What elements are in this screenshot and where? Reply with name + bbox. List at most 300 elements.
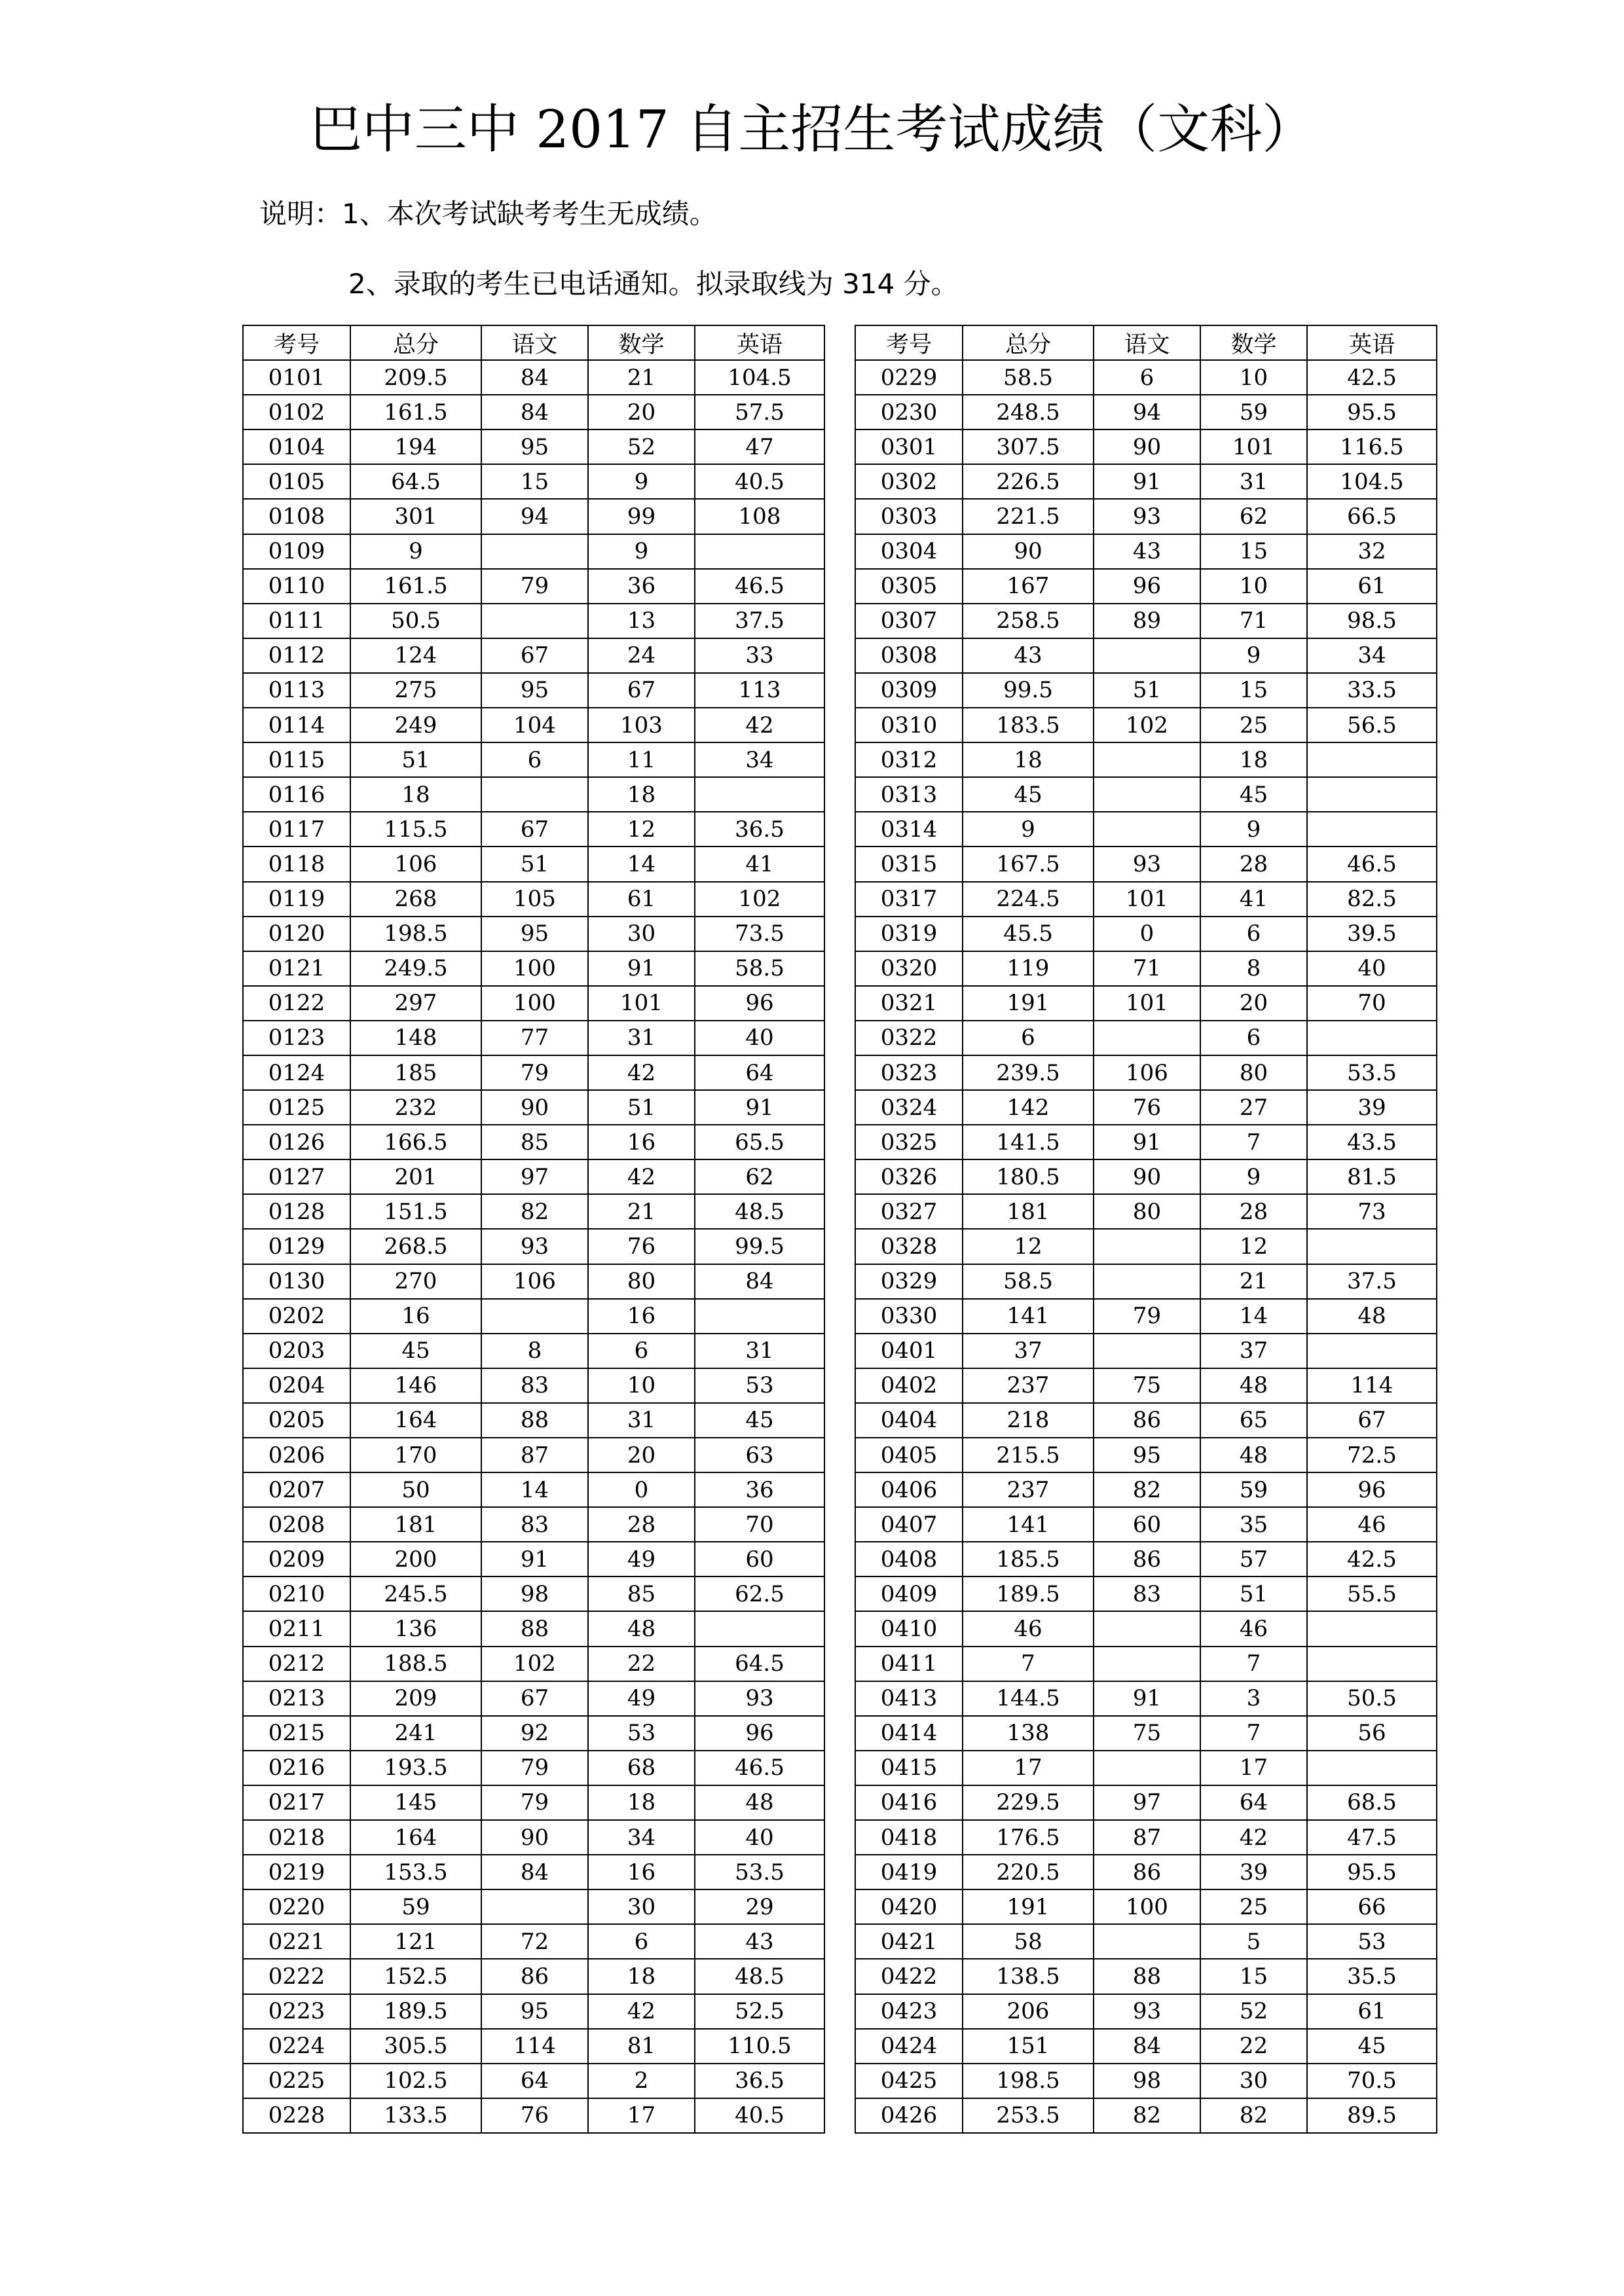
english-score-cell: 48 (1307, 1299, 1437, 1334)
exam-id-cell: 0409 (855, 1576, 963, 1611)
exam-id-cell: 0222 (243, 1959, 350, 1994)
table-row (855, 986, 1437, 1021)
total-score-cell: 220.5 (963, 1855, 1094, 1889)
chinese-score-cell: 101 (1094, 882, 1200, 917)
total-score-cell: 64.5 (350, 464, 481, 499)
chinese-score-cell: 105 (481, 882, 588, 917)
table-row (243, 2064, 824, 2098)
chinese-score-cell: 77 (481, 1021, 588, 1055)
english-score-cell: 45 (1307, 2029, 1437, 2064)
math-score-cell: 59 (1200, 395, 1307, 429)
total-score-cell: 239.5 (963, 1055, 1094, 1090)
table-row (243, 1229, 824, 1264)
total-score-cell: 209.5 (350, 360, 481, 395)
exam-id-cell: 0130 (243, 1264, 350, 1299)
english-score-cell: 34 (695, 742, 824, 777)
column-header-total: 总分 (350, 325, 481, 360)
chinese-score-cell: 79 (1094, 1299, 1200, 1334)
table-row (243, 1924, 824, 1959)
total-score-cell: 9 (350, 534, 481, 569)
exam-id-cell: 0104 (243, 429, 350, 464)
chinese-score-cell: 95 (481, 429, 588, 464)
table-row (855, 1403, 1437, 1438)
math-score-cell: 3 (1200, 1681, 1307, 1716)
total-score-cell: 58.5 (963, 1264, 1094, 1299)
exam-id-cell: 0402 (855, 1368, 963, 1403)
table-row (243, 1472, 824, 1507)
total-score-cell: 164 (350, 1403, 481, 1438)
table-row (855, 1924, 1437, 1959)
chinese-score-cell: 60 (1094, 1507, 1200, 1542)
chinese-score-cell: 88 (1094, 1959, 1200, 1994)
math-score-cell: 8 (1200, 951, 1307, 986)
chinese-score-cell: 100 (481, 951, 588, 986)
total-score-cell: 232 (350, 1090, 481, 1125)
math-score-cell: 30 (1200, 2064, 1307, 2098)
chinese-score-cell: 98 (1094, 2064, 1200, 2098)
math-score-cell: 10 (1200, 360, 1307, 395)
chinese-score-cell: 86 (1094, 1403, 1200, 1438)
exam-id-cell: 0325 (855, 1125, 963, 1159)
table-row (855, 1299, 1437, 1334)
english-score-cell: 68.5 (1307, 1785, 1437, 1820)
chinese-score-cell: 76 (481, 2098, 588, 2133)
table-row (855, 395, 1437, 429)
math-score-cell: 36 (588, 569, 695, 604)
exam-id-cell: 0110 (243, 569, 350, 604)
exam-id-cell: 0124 (243, 1055, 350, 1090)
table-row (243, 638, 824, 673)
table-row (855, 673, 1437, 708)
chinese-score-cell: 76 (1094, 1090, 1200, 1125)
english-score-cell: 50.5 (1307, 1681, 1437, 1716)
chinese-score-cell: 91 (1094, 1681, 1200, 1716)
table-row (243, 1194, 824, 1229)
english-score-cell (1307, 777, 1437, 812)
table-row (855, 1959, 1437, 1994)
total-score-cell: 99.5 (963, 673, 1094, 708)
english-score-cell: 53 (1307, 1924, 1437, 1959)
english-score-cell (1307, 1334, 1437, 1368)
chinese-score-cell: 90 (481, 1090, 588, 1125)
chinese-score-cell: 8 (481, 1334, 588, 1368)
math-score-cell: 11 (588, 742, 695, 777)
chinese-score-cell (1094, 1264, 1200, 1299)
table-row (855, 604, 1437, 638)
total-score-cell: 181 (350, 1507, 481, 1542)
math-score-cell: 0 (588, 1472, 695, 1507)
math-score-cell: 81 (588, 2029, 695, 2064)
total-score-cell: 198.5 (963, 2064, 1094, 2098)
table-row (855, 2029, 1437, 2064)
total-score-cell: 193.5 (350, 1751, 481, 1785)
table-row (855, 464, 1437, 499)
exam-id-cell: 0101 (243, 360, 350, 395)
math-score-cell: 64 (1200, 1785, 1307, 1820)
total-score-cell: 37 (963, 1334, 1094, 1368)
chinese-score-cell: 82 (481, 1194, 588, 1229)
chinese-score-cell: 80 (1094, 1194, 1200, 1229)
total-score-cell: 180.5 (963, 1159, 1094, 1194)
chinese-score-cell: 6 (481, 742, 588, 777)
total-score-cell: 201 (350, 1159, 481, 1194)
chinese-score-cell: 94 (1094, 395, 1200, 429)
exam-id-cell: 0321 (855, 986, 963, 1021)
table-row (855, 1507, 1437, 1542)
chinese-score-cell: 97 (481, 1159, 588, 1194)
english-score-cell: 46.5 (695, 569, 824, 604)
chinese-score-cell: 106 (481, 1264, 588, 1299)
exam-id-cell: 0111 (243, 604, 350, 638)
english-score-cell: 36 (695, 1472, 824, 1507)
chinese-score-cell: 93 (1094, 499, 1200, 534)
math-score-cell: 18 (1200, 742, 1307, 777)
chinese-score-cell: 90 (1094, 1159, 1200, 1194)
english-score-cell: 110.5 (695, 2029, 824, 2064)
table-row (243, 1299, 824, 1334)
table-row (855, 1159, 1437, 1194)
table-row (855, 777, 1437, 812)
chinese-score-cell (1094, 1751, 1200, 1785)
english-score-cell: 56.5 (1307, 708, 1437, 742)
chinese-score-cell (1094, 812, 1200, 847)
math-score-cell: 9 (1200, 638, 1307, 673)
total-score-cell: 6 (963, 1021, 1094, 1055)
total-score-cell: 58.5 (963, 360, 1094, 395)
english-score-cell (695, 1611, 824, 1646)
chinese-score-cell: 93 (1094, 1994, 1200, 2029)
exam-id-cell: 0302 (855, 464, 963, 499)
total-score-cell: 249 (350, 708, 481, 742)
chinese-score-cell: 91 (1094, 1125, 1200, 1159)
chinese-score-cell: 101 (1094, 986, 1200, 1021)
table-row (243, 1159, 824, 1194)
exam-id-cell: 0125 (243, 1090, 350, 1125)
table-row (243, 1855, 824, 1889)
table-row (855, 742, 1437, 777)
math-score-cell: 7 (1200, 1716, 1307, 1751)
english-score-cell: 99.5 (695, 1229, 824, 1264)
exam-id-cell: 0309 (855, 673, 963, 708)
chinese-score-cell: 114 (481, 2029, 588, 2064)
english-score-cell: 48 (695, 1785, 824, 1820)
table-row (855, 1125, 1437, 1159)
total-score-cell: 43 (963, 638, 1094, 673)
exam-id-cell: 0114 (243, 708, 350, 742)
english-score-cell: 114 (1307, 1368, 1437, 1403)
math-score-cell: 20 (588, 1438, 695, 1472)
english-score-cell: 95.5 (1307, 1855, 1437, 1889)
english-score-cell: 40.5 (695, 464, 824, 499)
total-score-cell: 215.5 (963, 1438, 1094, 1472)
english-score-cell: 42 (695, 708, 824, 742)
table-row (855, 1194, 1437, 1229)
table-row (855, 708, 1437, 742)
table-row (243, 1125, 824, 1159)
math-score-cell: 16 (588, 1125, 695, 1159)
total-score-cell: 268 (350, 882, 481, 917)
total-score-cell: 16 (350, 1299, 481, 1334)
math-score-cell: 12 (588, 812, 695, 847)
exam-id-cell: 0419 (855, 1855, 963, 1889)
total-score-cell: 191 (963, 1889, 1094, 1924)
math-score-cell: 20 (1200, 986, 1307, 1021)
table-row (243, 569, 824, 604)
math-score-cell: 71 (1200, 604, 1307, 638)
exam-id-cell: 0207 (243, 1472, 350, 1507)
chinese-score-cell (1094, 742, 1200, 777)
total-score-cell: 141 (963, 1507, 1094, 1542)
exam-id-cell: 0119 (243, 882, 350, 917)
english-score-cell: 47 (695, 429, 824, 464)
score-table-right (855, 325, 1437, 2134)
table-row (855, 1542, 1437, 1576)
math-score-cell: 42 (588, 1994, 695, 2029)
math-score-cell: 6 (1200, 917, 1307, 951)
english-score-cell: 40.5 (695, 2098, 824, 2133)
exam-id-cell: 0230 (855, 395, 963, 429)
english-score-cell: 45 (695, 1403, 824, 1438)
total-score-cell: 119 (963, 951, 1094, 986)
chinese-score-cell (1094, 1647, 1200, 1681)
math-score-cell: 30 (588, 1889, 695, 1924)
math-score-cell: 18 (588, 1785, 695, 1820)
exam-id-cell: 0310 (855, 708, 963, 742)
english-score-cell: 40 (695, 1021, 824, 1055)
math-score-cell: 67 (588, 673, 695, 708)
english-score-cell (1307, 1021, 1437, 1055)
exam-id-cell: 0323 (855, 1055, 963, 1090)
table-row (855, 882, 1437, 917)
chinese-score-cell (481, 534, 588, 569)
math-score-cell: 15 (1200, 534, 1307, 569)
english-score-cell: 46.5 (695, 1751, 824, 1785)
chinese-score-cell: 51 (1094, 673, 1200, 708)
exam-id-cell: 0312 (855, 742, 963, 777)
chinese-score-cell: 43 (1094, 534, 1200, 569)
english-score-cell: 40 (695, 1820, 824, 1855)
table-row (243, 1647, 824, 1681)
total-score-cell: 241 (350, 1716, 481, 1751)
table-row (243, 1438, 824, 1472)
exam-id-cell: 0221 (243, 1924, 350, 1959)
chinese-score-cell: 67 (481, 1681, 588, 1716)
math-score-cell: 21 (588, 360, 695, 395)
table-row (855, 1576, 1437, 1611)
exam-id-cell: 0301 (855, 429, 963, 464)
table-row (243, 2098, 824, 2133)
chinese-score-cell: 89 (1094, 604, 1200, 638)
total-score-cell: 124 (350, 638, 481, 673)
math-score-cell: 10 (588, 1368, 695, 1403)
table-row (855, 1994, 1437, 2029)
english-score-cell: 64.5 (695, 1647, 824, 1681)
english-score-cell: 66 (1307, 1889, 1437, 1924)
table-row (855, 951, 1437, 986)
english-score-cell: 55.5 (1307, 1576, 1437, 1611)
total-score-cell: 258.5 (963, 604, 1094, 638)
table-row (243, 1611, 824, 1646)
chinese-score-cell: 6 (1094, 360, 1200, 395)
table-row (243, 882, 824, 917)
total-score-cell: 45 (963, 777, 1094, 812)
english-score-cell: 73 (1307, 1194, 1437, 1229)
math-score-cell: 7 (1200, 1125, 1307, 1159)
total-score-cell: 189.5 (350, 1994, 481, 2029)
english-score-cell: 73.5 (695, 917, 824, 951)
math-score-cell: 14 (588, 847, 695, 881)
total-score-cell: 18 (350, 777, 481, 812)
total-score-cell: 189.5 (963, 1576, 1094, 1611)
table-row (855, 1264, 1437, 1299)
column-header-math: 数学 (1200, 325, 1307, 360)
math-score-cell: 31 (588, 1021, 695, 1055)
exam-id-cell: 0328 (855, 1229, 963, 1264)
exam-id-cell: 0410 (855, 1611, 963, 1646)
total-score-cell: 188.5 (350, 1647, 481, 1681)
table-row (243, 1785, 824, 1820)
table-row (855, 917, 1437, 951)
english-score-cell: 67 (1307, 1403, 1437, 1438)
chinese-score-cell (481, 1889, 588, 1924)
english-score-cell: 64 (695, 1055, 824, 1090)
math-score-cell: 85 (588, 1576, 695, 1611)
exam-id-cell: 0116 (243, 777, 350, 812)
chinese-score-cell: 64 (481, 2064, 588, 2098)
table-row (855, 1647, 1437, 1681)
english-score-cell: 32 (1307, 534, 1437, 569)
total-score-cell: 206 (963, 1994, 1094, 2029)
english-score-cell (1307, 1647, 1437, 1681)
chinese-score-cell (481, 604, 588, 638)
math-score-cell: 80 (588, 1264, 695, 1299)
total-score-cell: 221.5 (963, 499, 1094, 534)
math-score-cell: 25 (1200, 1889, 1307, 1924)
math-score-cell: 6 (588, 1334, 695, 1368)
english-score-cell: 63 (695, 1438, 824, 1472)
column-header-total: 总分 (963, 325, 1094, 360)
chinese-score-cell: 15 (481, 464, 588, 499)
chinese-score-cell: 90 (481, 1820, 588, 1855)
exam-id-cell: 0315 (855, 847, 963, 881)
exam-id-cell: 0304 (855, 534, 963, 569)
total-score-cell: 138.5 (963, 1959, 1094, 1994)
math-score-cell: 15 (1200, 1959, 1307, 1994)
chinese-score-cell: 79 (481, 1055, 588, 1090)
english-score-cell: 84 (695, 1264, 824, 1299)
total-score-cell: 51 (350, 742, 481, 777)
math-score-cell: 42 (588, 1055, 695, 1090)
exam-id-cell: 0121 (243, 951, 350, 986)
math-score-cell: 48 (1200, 1368, 1307, 1403)
chinese-score-cell (1094, 1021, 1200, 1055)
exam-id-cell: 0307 (855, 604, 963, 638)
exam-id-cell: 0212 (243, 1647, 350, 1681)
total-score-cell: 152.5 (350, 1959, 481, 1994)
total-score-cell: 151 (963, 2029, 1094, 2064)
column-header-english: 英语 (1307, 325, 1437, 360)
english-score-cell: 52.5 (695, 1994, 824, 2029)
english-score-cell: 60 (695, 1542, 824, 1576)
english-score-cell: 70 (695, 1507, 824, 1542)
exam-id-cell: 0420 (855, 1889, 963, 1924)
table-row (855, 1368, 1437, 1403)
math-score-cell: 16 (588, 1299, 695, 1334)
math-score-cell: 76 (588, 1229, 695, 1264)
math-score-cell: 25 (1200, 708, 1307, 742)
exam-id-cell: 0322 (855, 1021, 963, 1055)
math-score-cell: 28 (1200, 1194, 1307, 1229)
math-score-cell: 48 (1200, 1438, 1307, 1472)
chinese-score-cell (481, 1299, 588, 1334)
total-score-cell: 164 (350, 1820, 481, 1855)
total-score-cell: 58 (963, 1924, 1094, 1959)
english-score-cell: 61 (1307, 569, 1437, 604)
english-score-cell: 91 (695, 1090, 824, 1125)
chinese-score-cell: 95 (481, 917, 588, 951)
english-score-cell: 70 (1307, 986, 1437, 1021)
math-score-cell: 39 (1200, 1855, 1307, 1889)
chinese-score-cell: 96 (1094, 569, 1200, 604)
total-score-cell: 183.5 (963, 708, 1094, 742)
chinese-score-cell (1094, 1611, 1200, 1646)
english-score-cell: 53 (695, 1368, 824, 1403)
table-row (855, 1021, 1437, 1055)
english-score-cell: 46.5 (1307, 847, 1437, 881)
math-score-cell: 51 (588, 1090, 695, 1125)
chinese-score-cell: 94 (481, 499, 588, 534)
exam-id-cell: 0209 (243, 1542, 350, 1576)
total-score-cell: 161.5 (350, 569, 481, 604)
math-score-cell: 52 (1200, 1994, 1307, 2029)
math-score-cell: 68 (588, 1751, 695, 1785)
chinese-score-cell: 67 (481, 638, 588, 673)
total-score-cell: 45 (350, 1334, 481, 1368)
table-row (243, 1889, 824, 1924)
chinese-score-cell: 87 (481, 1438, 588, 1472)
english-score-cell: 82.5 (1307, 882, 1437, 917)
math-score-cell: 31 (588, 1403, 695, 1438)
table-row (855, 1855, 1437, 1889)
column-header-chinese: 语文 (1094, 325, 1200, 360)
chinese-score-cell: 86 (1094, 1855, 1200, 1889)
math-score-cell: 18 (588, 777, 695, 812)
chinese-score-cell: 104 (481, 708, 588, 742)
exam-id-cell: 0327 (855, 1194, 963, 1229)
math-score-cell: 28 (588, 1507, 695, 1542)
math-score-cell: 101 (588, 986, 695, 1021)
table-row (243, 1264, 824, 1299)
table-row (243, 812, 824, 847)
english-score-cell (1307, 812, 1437, 847)
exam-id-cell: 0216 (243, 1751, 350, 1785)
exam-id-cell: 0329 (855, 1264, 963, 1299)
total-score-cell: 200 (350, 1542, 481, 1576)
total-score-cell: 305.5 (350, 2029, 481, 2064)
exam-id-cell: 0219 (243, 1855, 350, 1889)
table-row (243, 499, 824, 534)
exam-id-cell: 0424 (855, 2029, 963, 2064)
table-row (243, 1334, 824, 1368)
math-score-cell: 91 (588, 951, 695, 986)
exam-id-cell: 0120 (243, 917, 350, 951)
math-score-cell: 101 (1200, 429, 1307, 464)
math-score-cell: 21 (1200, 1264, 1307, 1299)
exam-id-cell: 0423 (855, 1994, 963, 2029)
english-score-cell: 35.5 (1307, 1959, 1437, 1994)
table-row (855, 1090, 1437, 1125)
exam-id-cell: 0317 (855, 882, 963, 917)
